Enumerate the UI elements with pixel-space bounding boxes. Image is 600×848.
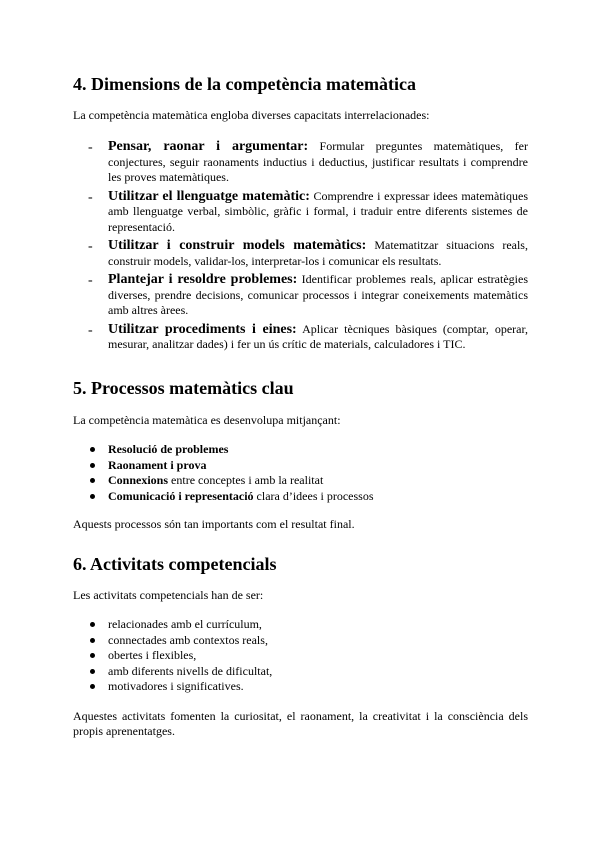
bullet-dot [90,622,95,627]
item-bold: Raonament i prova [108,457,207,472]
item-term: Pensar, raonar i argumentar: [108,139,309,154]
item-text: connectades amb contextos reals, [108,632,268,647]
item-text: Identificar problemes reals, aplicar estratègies diverses, prendre decisions, comunicar processos i integrar coneixements matemàtics amb altres àrees. [108,272,528,317]
activities-list [73,617,528,695]
item-text: Formular preguntes matemàtiques, fer conjectures, seguir raonaments inductius i deductius, justificar resultats i comprendre les proves matemàtiques. [108,139,528,184]
bullet-dot [90,463,95,468]
item-text: motivadores i significatives. [108,679,244,693]
item-bold: Connexions [108,473,169,487]
item-bold: Comunicació i representació [108,488,254,503]
item-term: Utilitzar i construir models matemàtics: [108,238,367,253]
item-text: Matematitzar situacions reals, construir models, validar-los, interpretar-los i comunicar els resultats. [108,238,528,268]
bullet-dot [90,653,95,658]
item-term: Plantejar i resoldre problemes: [108,272,298,287]
list-item [73,238,528,269]
item-bold: Resolució de problemes [108,442,229,456]
list-item [73,648,528,664]
section-4-heading: 4. Dimensions de la competència matemàtica [73,74,416,94]
section-5-closing: Aquests processos són tan importants com el resultat final. [73,517,355,531]
item-rest: entre conceptes i amb la realitat [168,473,324,487]
list-item [73,664,528,680]
bullet-dot [90,478,95,483]
list-item [73,633,528,649]
list-item [73,489,528,505]
list-item [73,458,528,474]
dash-bullet: - [88,273,93,288]
list-item [73,617,528,633]
list-item [73,189,528,236]
section-4-intro: La competència matemàtica engloba diverses capacitats interrelacionades: [73,108,430,122]
list-item [73,679,528,695]
section-5-heading: 5. Processos matemàtics clau [73,378,294,398]
bullet-dot [90,638,95,643]
list-item [73,473,528,489]
list-item [73,442,528,458]
item-term: Utilitzar el llenguatge matemàtic: [108,188,310,204]
item-rest: clara d’idees i processos [253,488,374,503]
section-5-intro: La competència matemàtica es desenvolupa mitjançant: [73,413,341,427]
list-item [73,272,528,319]
item-text: obertes i flexibles, [108,648,197,662]
section-6-intro: Les activitats competencials han de ser: [73,588,264,602]
bullet-dot [90,669,95,674]
item-text: relacionades amb el currículum, [108,617,262,631]
dash-bullet: - [88,189,93,205]
bullet-dot [90,447,95,452]
dash-bullet: - [88,322,93,338]
bullet-dot [90,684,95,689]
item-text: Aplicar tècniques bàsiques (comptar, operar, mesurar, analitzar dades) i fer un ús crític de materials, calculadores i TIC. [108,321,528,351]
item-term: Utilitzar procediments i eines: [108,321,297,337]
dimensions-list [73,139,528,356]
processes-list [73,442,528,504]
list-item [73,139,528,186]
dash-bullet: - [88,239,93,254]
item-text: Comprendre i expressar idees matemàtiques amb llenguatge verbal, simbòlic, gràfic i formal, i traduir entre diferents sistemes de representació. [108,188,528,234]
section-6-heading: 6. Activitats competencials [73,554,277,574]
bullet-dot [90,494,95,499]
list-item [73,322,528,353]
item-text: amb diferents nivells de dificultat, [108,663,273,678]
dash-bullet: - [88,140,93,155]
section-6-closing: Aquestes activitats fomenten la curiositat, el raonament, la creativitat i la consciència dels propis aprenentatges. [73,709,528,738]
